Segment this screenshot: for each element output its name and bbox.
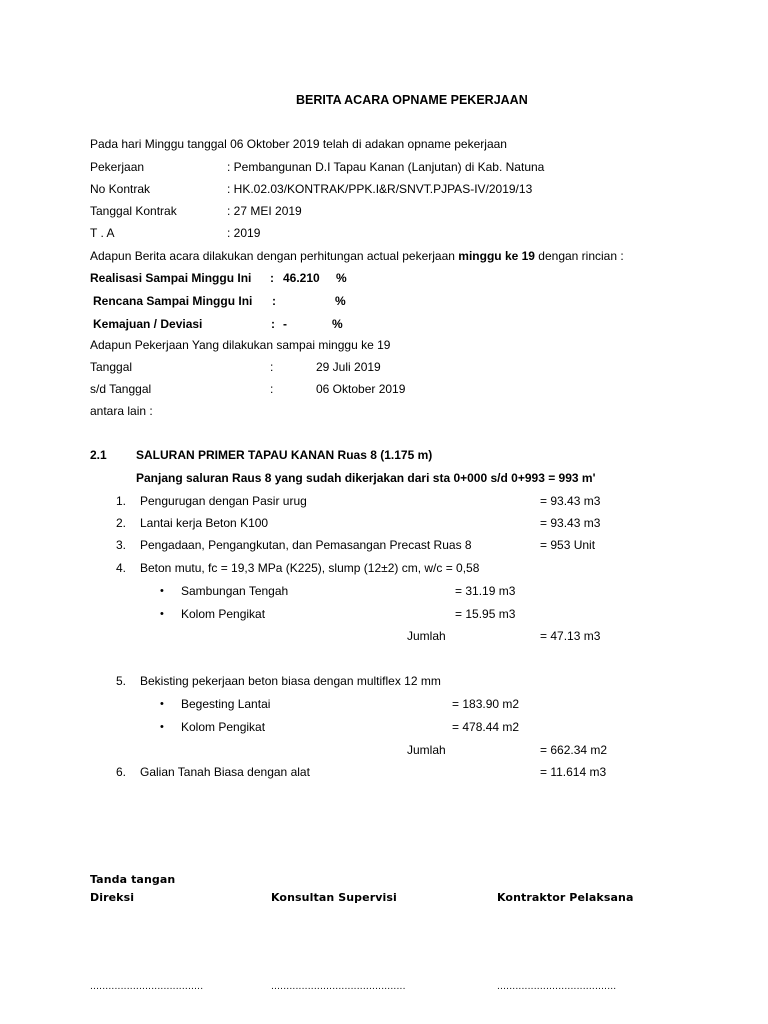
sub5-text-1: Begesting Lantai [181,697,271,711]
calc-line-post: dengan rincian : [534,249,624,263]
sub5-value-2: = 478.44 m2 [452,720,520,734]
progress-unit-deviasi: % [332,317,343,331]
progress-unit-rencana: % [335,294,346,308]
info-label-pekerjaan: Pekerjaan [90,160,145,174]
signature-party-konsultan: Konsultan Supervisi [271,891,397,904]
jumlah4-value: = 47.13 m3 [540,629,601,643]
bullet-icon: • [160,585,164,597]
signature-line-kontraktor: ....................................... [497,982,617,992]
item-text-3: Pengadaan, Pengangkutan, dan Pemasangan Precast Ruas 8 [140,538,472,552]
section-subtitle: Panjang saluran Raus 8 yang sudah dikerjakan dari sta 0+000 s/d 0+993 = 993 m' [136,471,596,485]
item-number-1: 1. [116,494,127,508]
info-label-ta: T . A [90,226,115,240]
bullet-icon: • [160,698,164,710]
progress-label-rencana: Rencana Sampai Minggu Ini [93,294,253,308]
sub5-value-1: = 183.90 m2 [452,697,520,711]
period-colon-sd-tanggal: : [270,382,274,396]
progress-colon-deviasi: : [271,317,275,331]
item-value-6: = 11.614 m3 [540,765,607,779]
progress-value-deviasi: - [283,317,287,331]
item-text-1: Pengurugan dengan Pasir urug [140,494,307,508]
sub4-value-1: = 31.19 m3 [455,584,516,598]
period-value-sd-tanggal: 06 Oktober 2019 [316,382,406,396]
item-number-6: 6. [116,765,127,779]
calc-line [90,249,624,264]
progress-value-realisasi: 46.210 [283,271,320,285]
signature-line-direksi: ..................................... [90,982,204,992]
section-number: 2.1 [90,448,107,462]
period-intro: Adapun Pekerjaan Yang dilakukan sampai minggu ke 19 [90,338,391,352]
item-value-2: = 93.43 m3 [540,516,601,530]
progress-label-realisasi: Realisasi Sampai Minggu Ini [90,271,252,285]
item-number-2: 2. [116,516,127,530]
info-value-tanggal-kontrak: : 27 MEI 2019 [227,204,302,218]
item-number-3: 3. [116,538,127,552]
info-label-tanggal-kontrak: Tanggal Kontrak [90,204,177,218]
calc-line-pre: Adapun Berita acara dilakukan dengan perhitungan actual pekerjaan [90,249,459,263]
item-value-1: = 93.43 m3 [540,494,601,508]
signature-line-konsultan: ............................................ [271,982,406,992]
signature-party-direksi: Direksi [90,891,135,904]
sub4-text-1: Sambungan Tengah [181,584,289,598]
bullet-icon: • [160,721,164,733]
sub4-value-2: = 15.95 m3 [455,607,516,621]
period-label-sd-tanggal: s/d Tanggal [90,382,152,396]
section-title: SALURAN PRIMER TAPAU KANAN Ruas 8 (1.175 m) [136,448,433,462]
progress-label-deviasi: Kemajuan / Deviasi [93,317,203,331]
period-colon-tanggal: : [270,360,274,374]
info-value-ta: : 2019 [227,226,261,240]
progress-colon-rencana: : [272,294,276,308]
jumlah4-label: Jumlah [407,629,446,643]
item-text-6: Galian Tanah Biasa dengan alat [140,765,310,779]
item-number-4: 4. [116,561,127,575]
signature-party-kontraktor: Kontraktor Pelaksana [497,891,634,904]
jumlah5-label: Jumlah [407,743,446,757]
intro-text: Pada hari Minggu tanggal 06 Oktober 2019 telah di adakan opname pekerjaan [90,137,507,151]
progress-colon-realisasi: : [270,271,274,285]
progress-unit-realisasi: % [336,271,347,285]
bullet-icon: • [160,608,164,620]
antara-text: antara lain : [90,404,153,418]
item-number-5: 5. [116,674,127,688]
period-value-tanggal: 29 Juli 2019 [316,360,381,374]
item-text-5: Bekisting pekerjaan beton biasa dengan multiflex 12 mm [140,674,441,688]
jumlah5-value: = 662.34 m2 [540,743,608,757]
item-value-3: = 953 Unit [540,538,596,552]
calc-line-week: minggu ke 19 [458,249,535,263]
item-text-2: Lantai kerja Beton K100 [140,516,269,530]
info-label-no-kontrak: No Kontrak [90,182,151,196]
period-label-tanggal: Tanggal [90,360,133,374]
item-text-4: Beton mutu, fc = 19,3 MPa (K225), slump (12±2) cm, w/c = 0,58 [140,561,480,575]
info-value-no-kontrak: : HK.02.03/KONTRAK/PPK.I&R/SNVT.PJPAS-IV/2019/13 [227,182,533,196]
signature-heading: Tanda tangan [90,873,176,886]
page-title: BERITA ACARA OPNAME PEKERJAAN [296,93,528,107]
info-value-pekerjaan: : Pembangunan D.I Tapau Kanan (Lanjutan) di Kab. Natuna [227,160,545,174]
sub4-text-2: Kolom Pengikat [181,607,266,621]
sub5-text-2: Kolom Pengikat [181,720,266,734]
